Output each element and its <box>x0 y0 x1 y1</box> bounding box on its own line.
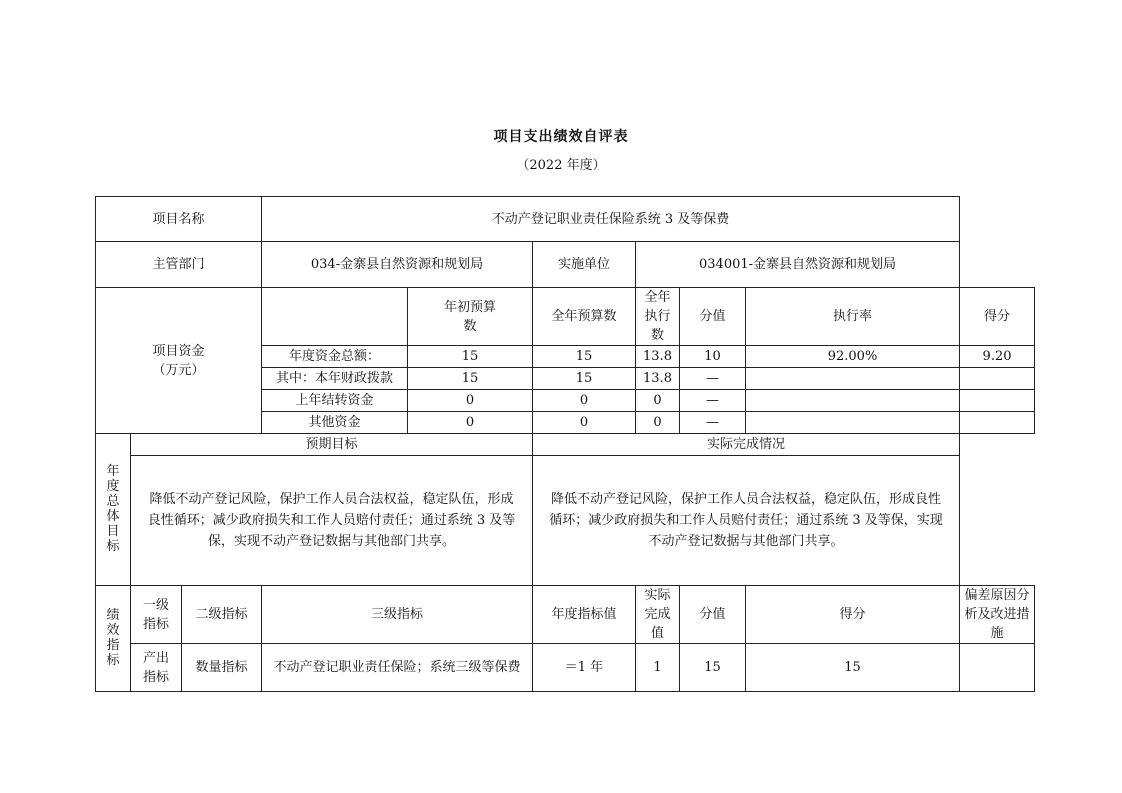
indicator-row <box>96 644 1035 692</box>
funds-label-line2: （万元） <box>152 362 205 378</box>
indicator-target: ＝1 年 <box>533 644 636 692</box>
header-score-value: 分值 <box>680 586 746 644</box>
funds-row-score-value: 10 <box>680 346 746 368</box>
indicators-header-row <box>96 586 1035 644</box>
funds-row-rate <box>746 368 960 390</box>
unit-label: 实施单位 <box>533 242 636 288</box>
funds-row-score <box>960 368 1035 390</box>
indicator-level1 <box>131 644 182 692</box>
dept-value: 034-金寨县自然资源和规划局 <box>262 242 533 288</box>
indicator-level2: 数量指标 <box>182 644 262 692</box>
funds-row-annual: 15 <box>533 368 636 390</box>
goals-content-row <box>96 456 1035 586</box>
funds-row-executed: 13.8 <box>636 346 680 368</box>
header-target: 年度指标值 <box>533 586 636 644</box>
department-row <box>96 242 1035 288</box>
funds-header-rate: 执行率 <box>746 288 960 346</box>
header-level2: 二级指标 <box>182 586 262 644</box>
funds-row-annual: 15 <box>533 346 636 368</box>
header-score: 得分 <box>746 586 960 644</box>
funds-row-initial: 0 <box>408 390 533 412</box>
funds-header-blank <box>262 288 408 346</box>
indicator-analysis <box>960 644 1035 692</box>
expected-goal-paragraph: 降低不动产登记风险，保护工作人员合法权益，稳定队伍，形成良性循环；减少政府损失和工作人员赔付责任；通过系统 3 及等保，实现不动产登记数据与其他部门共享。 <box>147 492 516 549</box>
project-name-label: 项目名称 <box>96 197 262 242</box>
indicators-section-label <box>96 586 131 692</box>
funds-row-score <box>960 390 1035 412</box>
funds-row-score-value: — <box>680 368 746 390</box>
indicators-section-text: 绩效指标 <box>106 607 120 668</box>
indicator-actual: 1 <box>636 644 680 692</box>
header-level1 <box>131 586 182 644</box>
funds-row-initial: 0 <box>408 412 533 434</box>
actual-goal-text <box>533 456 960 586</box>
funds-row-score-value: — <box>680 412 746 434</box>
header-level3: 三级指标 <box>262 586 533 644</box>
expected-goal-text <box>131 456 533 586</box>
funds-header-score: 得分 <box>960 288 1035 346</box>
funds-header-score-value: 分值 <box>680 288 746 346</box>
header-analysis: 偏差原因分析及改进措施 <box>960 586 1035 644</box>
actual-goal-paragraph: 降低不动产登记风险，保护工作人员合法权益，稳定队伍，形成良性循环；减少政府损失和工作人员赔付责任；通过系统 3 及等保，实现不动产登记数据与其他部门共享。 <box>549 492 943 549</box>
funds-label-line1: 项目资金 <box>152 343 205 359</box>
funds-row-score <box>960 412 1035 434</box>
funds-row-annual: 0 <box>533 412 636 434</box>
goals-section-label <box>96 434 131 586</box>
funds-row-rate <box>746 390 960 412</box>
funds-row-executed: 13.8 <box>636 368 680 390</box>
indicator-score: 15 <box>746 644 960 692</box>
funds-row-label: 年度资金总额： <box>262 346 408 368</box>
funds-header-row <box>96 288 1035 346</box>
expected-goal-header: 预期目标 <box>131 434 533 456</box>
funds-row-label: 其他资金 <box>262 412 408 434</box>
funds-header-executed: 全年执行数 <box>636 288 680 346</box>
funds-row-executed: 0 <box>636 390 680 412</box>
funds-row-rate <box>746 412 960 434</box>
goals-header-row <box>96 434 1035 456</box>
funds-header-annual: 全年预算数 <box>533 288 636 346</box>
funds-row-label: 上年结转资金 <box>262 390 408 412</box>
funds-row-score-value: — <box>680 390 746 412</box>
dept-label: 主管部门 <box>96 242 262 288</box>
project-name-row <box>96 197 1035 242</box>
project-name-value: 不动产登记职业责任保险系统 3 及等保费 <box>262 197 960 242</box>
page-subtitle: （2022 年度） <box>516 158 606 173</box>
header-actual: 实际完成值 <box>636 586 680 644</box>
indicator-score-value: 15 <box>680 644 746 692</box>
goals-section-text: 年度总体目标 <box>106 463 120 554</box>
page-title: 项目支出绩效自评表 <box>493 129 629 145</box>
unit-value: 034001-金寨县自然资源和规划局 <box>636 242 960 288</box>
funds-row-executed: 0 <box>636 412 680 434</box>
funds-row-score: 9.20 <box>960 346 1035 368</box>
funds-label <box>96 288 262 434</box>
funds-header-initial: 年初预算数 <box>408 288 533 346</box>
funds-row-annual: 0 <box>533 390 636 412</box>
performance-table <box>95 196 1035 692</box>
actual-goal-header: 实际完成情况 <box>533 434 960 456</box>
indicator-level3: 不动产登记职业责任保险；系统三级等保费 <box>262 644 533 692</box>
indicator-level1-text: 产出指标 <box>142 650 169 685</box>
funds-row-initial: 15 <box>408 368 533 390</box>
header-level1-text: 一级指标 <box>142 597 169 632</box>
funds-row-rate: 92.00% <box>746 346 960 368</box>
funds-row-initial: 15 <box>408 346 533 368</box>
funds-row-label: 其中：本年财政拨款 <box>262 368 408 390</box>
